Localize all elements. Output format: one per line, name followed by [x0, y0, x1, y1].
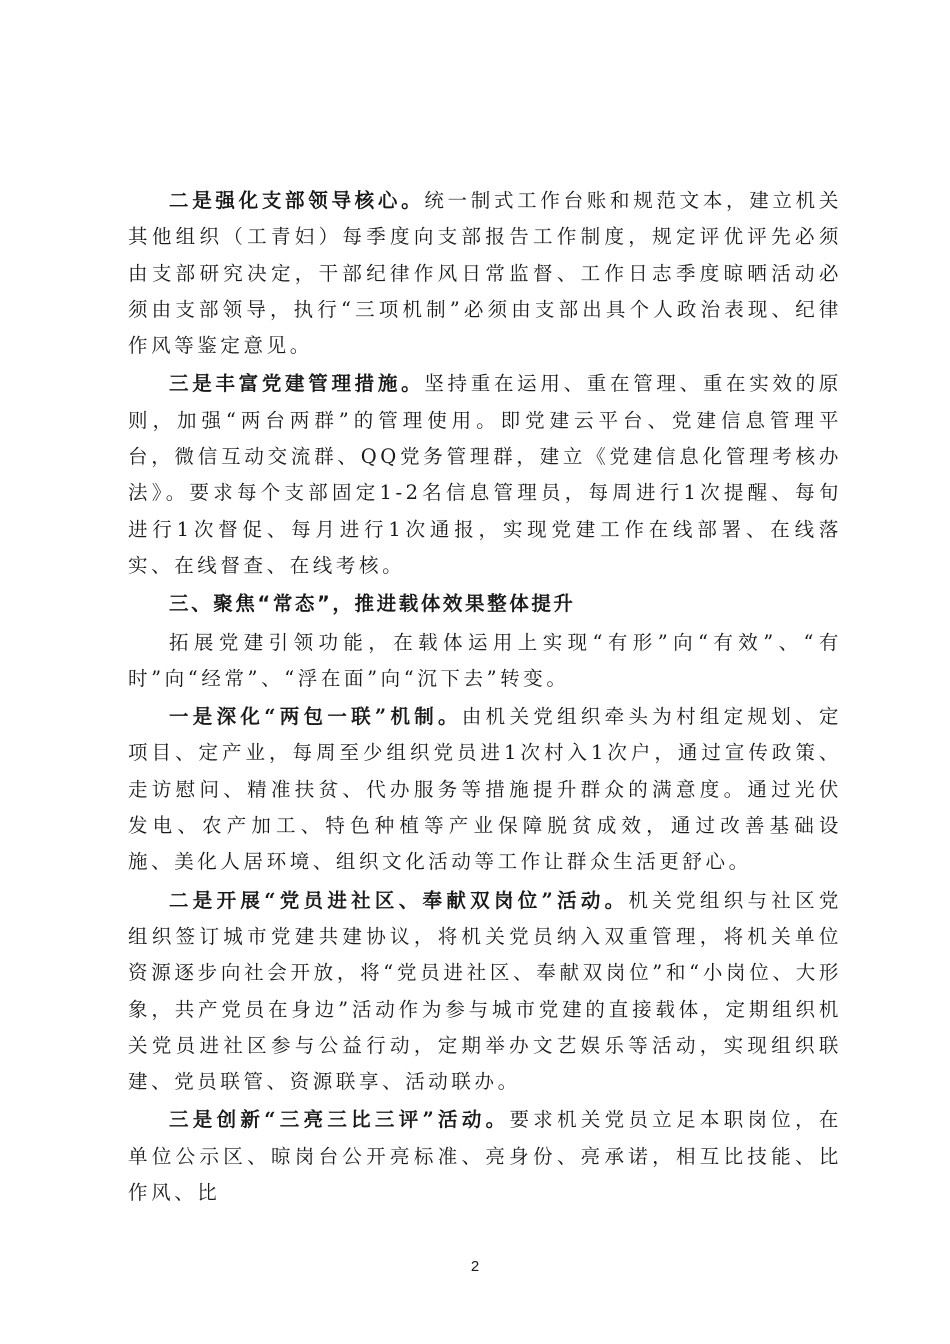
- paragraph-text: 拓展党建引领功能，在载体运用上实现“有形”向“有效”、“有时”向“经常”、“浮在面”向“沉下去”转变。: [128, 630, 842, 690]
- paragraph: [128, 699, 842, 880]
- paragraph: [128, 1102, 842, 1211]
- paragraph: [128, 625, 842, 698]
- paragraph-text: 统一制式工作台账和规范文本，建立机关其他组织（工青妇）每季度向支部报告工作制度，规定评优评先必须由支部研究决定，干部纪律作风日常监督、工作日志季度晾晒活动必须由支部领导，执行“三项机制”必须由支部出具个人政治表现、纪律作风等鉴定意见。: [128, 189, 842, 358]
- paragraph-text: 由机关党组织牵头为村组定规划、定项目、定产业，每周至少组织党员进1次村入1次户，通过宣传政策、走访慰问、精准扶贫、代办服务等措施提升群众的满意度。通过光伏发电、农产加工、特色种植等产业保障脱贫成效，通过改善基础设施、美化人居环境、组织文化活动等工作让群众生活更舒心。: [128, 705, 842, 874]
- document-body: [128, 183, 842, 1213]
- paragraph-text: 要求机关党员立足本职岗位，在单位公示区、晾岗台公开亮标准、亮身份、亮承诺，相互比技能、比作风、比: [128, 1108, 842, 1205]
- paragraph-text: 机关党组织与社区党组织签订城市党建共建协议，将机关党员纳入双重管理，将机关单位资源逐步向社会开放，将“党员进社区、奉献双岗位”和“小岗位、大形象，共产党员在身边”活动作为参与城市党建的直接载体，定期组织机关党员进社区参与公益行动，定期举办文艺娱乐等活动，实现组织联建、党员联管、资源联享、活动联办。: [128, 888, 843, 1094]
- paragraph-lead: 三是创新“三亮三比三评”活动。: [169, 1108, 510, 1132]
- section-heading: 三、聚焦“常态”，推进载体效果整体提升: [169, 592, 576, 616]
- paragraph: [128, 183, 842, 364]
- paragraph: [128, 883, 842, 1101]
- paragraph-lead: 二是强化支部领导核心。: [169, 189, 425, 212]
- paragraph-text: 坚持重在运用、重在管理、重在实效的原则，加强“两台两群”的管理使用。即党建云平台、党建信息管理平台，微信互动交流群、QQ党务管理群，建立《党建信息化管理考核办法》。要求每个支部固定1-2名信息管理员，每周进行1次提醒、每旬进行1次督促、每月进行1次通报，实现党建工作在线部署、在线落实、在线督查、在线考核。: [128, 372, 842, 577]
- paragraph-lead: 二是开展“党员进社区、奉献双岗位”活动。: [169, 888, 629, 912]
- page-number: 2: [470, 1258, 480, 1275]
- paragraph-lead: 一是深化“两包一联”机制。: [169, 705, 462, 729]
- paragraph-lead: 三是丰富党建管理措施。: [169, 372, 425, 396]
- paragraph: [128, 366, 842, 584]
